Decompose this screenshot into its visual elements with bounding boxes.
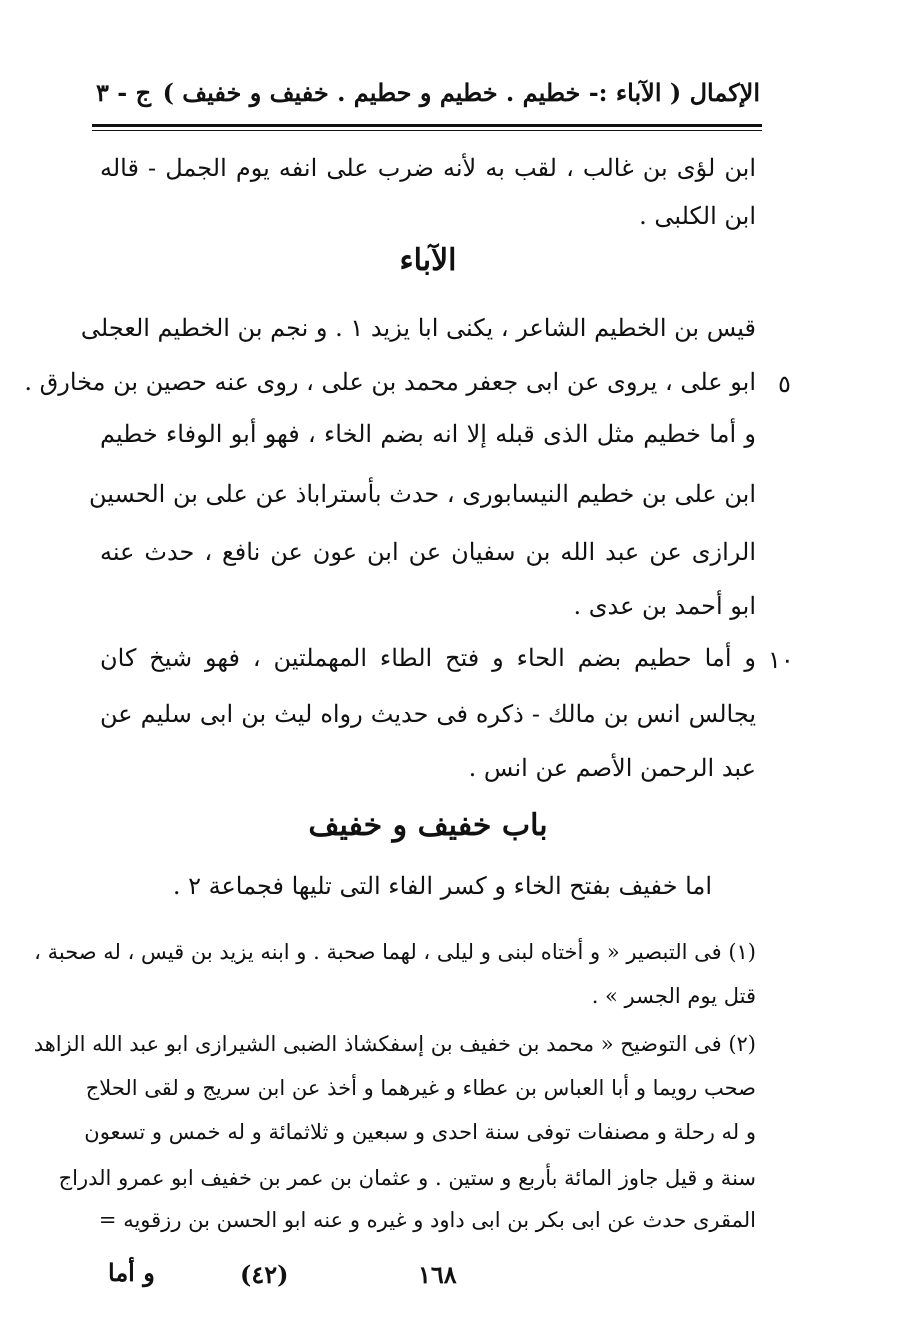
footnote-line-6: سنة و قيل جاوز المائة بأربع و ستين . و عثمان بن عمر بن خفيف ابو عمرو الدراج (58, 1166, 756, 1190)
body-line-8: ابو أحمد بن عدى . (573, 592, 756, 620)
footer-catchword: و أما (108, 1258, 155, 1287)
header-rule-thick (92, 124, 762, 127)
body-line-4: ابو على ، يروى عن ابى جعفر محمد بن على ، روى عنه حصين بن مخارق . (24, 368, 756, 396)
body-line-9: و أما حطيم بضم الحاء و فتح الطاء المهملتين ، فهو شيخ كان (100, 644, 756, 672)
footnote-line-3: (٢) فى التوضيح « محمد بن خفيف بن إسفكشاذ الضبى الشيرازى ابو عبد الله الزاهد (33, 1032, 756, 1056)
footer-page-number: ١٦٨ (418, 1260, 457, 1289)
footnote-line-5: و له رحلة و مصنفات توفى سنة احدى و سبعين و ثلاثمائة و له خمس و تسعون (84, 1120, 756, 1144)
footnote-line-4: صحب رويما و أبا العباس بن عطاء و غيرهما و أخذ عن ابن سريج و لقى الحلاج (85, 1076, 756, 1100)
footnote-line-1: (١) فى التبصير « و أختاه لبنى و ليلى ، لهما صحبة . و ابنه يزيد بن قيس ، له صحبة ، (34, 940, 756, 964)
body-line-10: يجالس انس بن مالك - ذكره فى حديث رواه ليث بن ابى سليم عن (100, 700, 756, 728)
body-line-1: ابن لؤى بن غالب ، لقب به لأنه ضرب على انفه يوم الجمل - قاله (100, 154, 756, 182)
header-rule-thin (92, 130, 762, 131)
running-header (96, 70, 760, 120)
body-line-3: قيس بن الخطيم الشاعر ، يكنى ابا يزيد ١ . و نجم بن الخطيم العجلى (80, 314, 756, 342)
body-line-12: اما خفيف بفتح الخاء و كسر الفاء التى تليها فجماعة ٢ . (172, 872, 712, 900)
section-heading-khafif: باب خفيف و خفيف (308, 808, 548, 843)
body-line-11: عبد الرحمن الأصم عن انس . (468, 754, 756, 782)
body-line-5: و أما خطيم مثل الذى قبله إلا انه بضم الخاء ، فهو أبو الوفاء خطيم (100, 420, 756, 448)
line-number-10: ١٠ (768, 646, 794, 674)
footnote-line-2: قتل يوم الجسر » . (591, 984, 756, 1008)
footnote-line-7: المقرى حدث عن ابى بكر بن ابى داود و غيره و عنه ابو الحسن بن رزقويه = (98, 1208, 756, 1232)
body-line-6: ابن على بن خطيم النيسابورى ، حدث بأستراباذ عن على بن الحسين (88, 480, 756, 508)
body-line-2: ابن الكلبى . (639, 202, 756, 230)
body-line-7: الرازى عن عبد الله بن سفيان عن ابن عون عن نافع ، حدث عنه (100, 538, 756, 566)
section-heading-aba: الآباء (399, 243, 457, 278)
header-title: الإكمال ( الآباء :- خطيم . خطيم و حطيم . خفيف و خفيف ) (162, 78, 760, 107)
line-number-5: ٥ (778, 370, 791, 398)
header-volume: ج - ٣ (96, 78, 152, 107)
footer-signature: (٤٢) (240, 1260, 289, 1289)
